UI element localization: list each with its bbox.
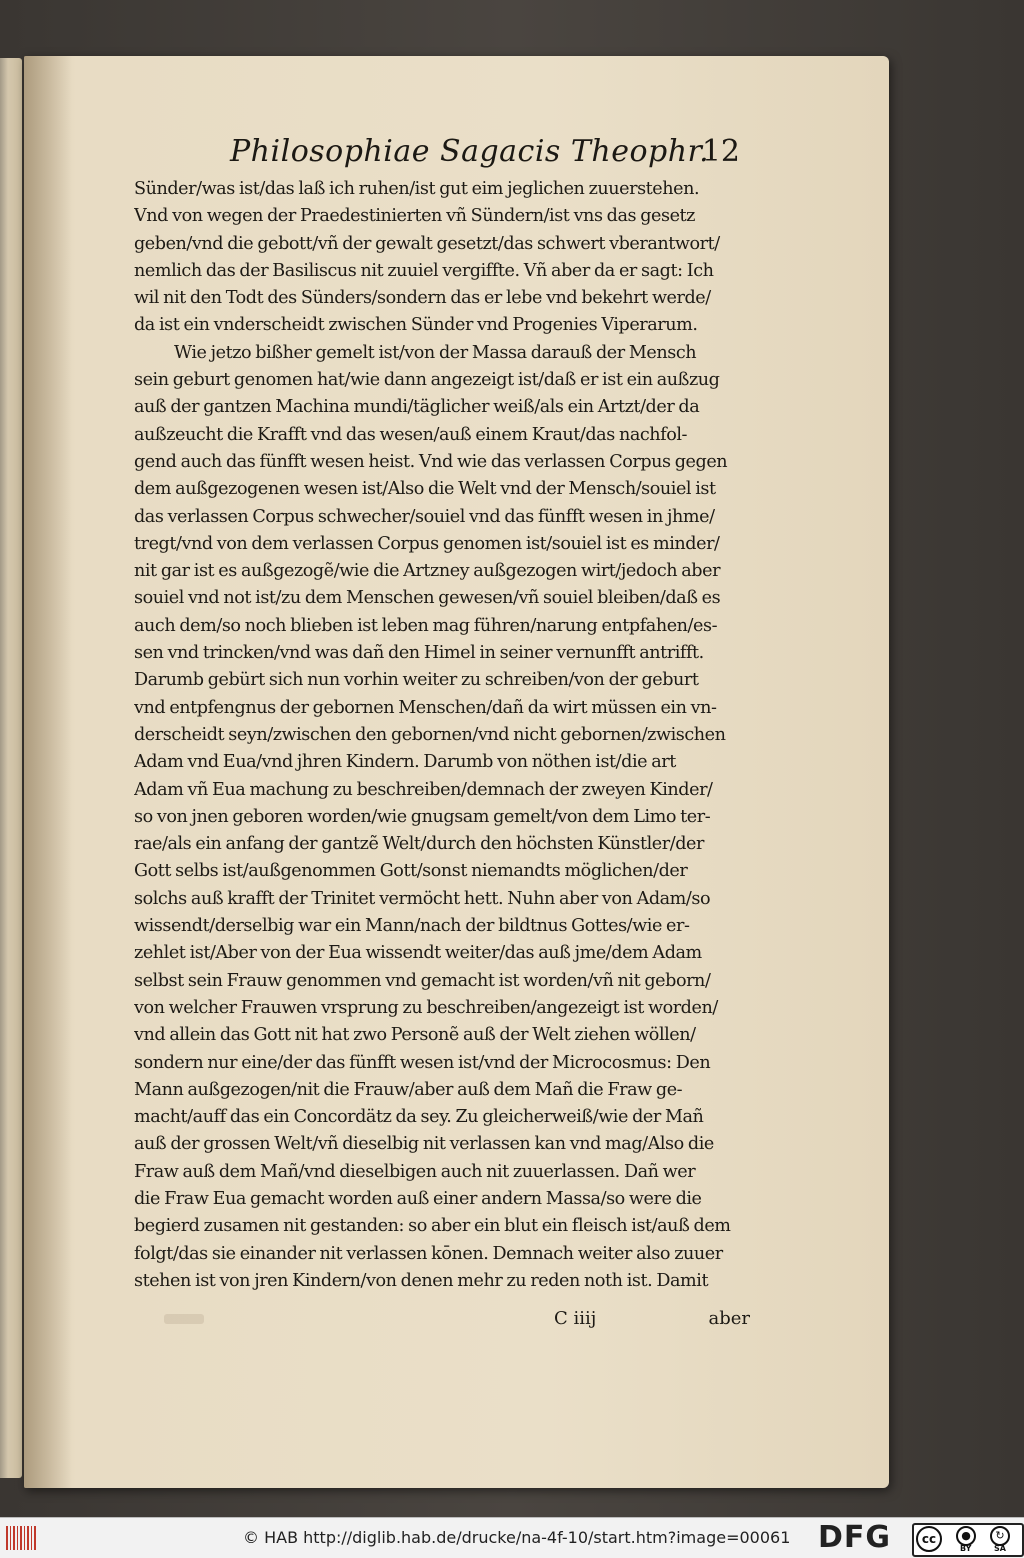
text-line: tregt/vnd von dem verlassen Corpus genomen ist/souiel ist es minder/	[134, 533, 720, 554]
page-header	[230, 134, 750, 180]
text-line: stehen ist von jren Kindern/von denen mehr zu reden noth ist. Damit	[134, 1270, 709, 1291]
text-line: Wie jetzo bißher gemelt ist/von der Massa darauß der Mensch	[174, 342, 697, 363]
by-person-icon: ●	[956, 1526, 976, 1546]
text-line: begierd zusamen nit gestanden: so aber ein blut ein fleisch ist/auß dem	[134, 1216, 731, 1237]
text-line: von welcher Frauwen vrsprung zu beschreiben/angezeigt ist worden/	[134, 997, 718, 1018]
text-line: Adam vnd Eua/vnd jhren Kindern. Darumb von nöthen ist/die art	[134, 752, 676, 773]
text-line: außzeucht die Krafft vnd das wesen/auß einem Kraut/das nachfol-	[134, 424, 688, 445]
text-line: macht/auff das ein Concordätz da sey. Zu gleicherweiß/wie der Mañ	[134, 1107, 704, 1128]
text-line: vnd allein das Gott nit hat zwo Personẽ auß der Welt ziehen wöllen/	[134, 1025, 696, 1046]
text-line: Darumb gebürt sich nun vorhin weiter zu schreiben/von der geburt	[134, 670, 699, 691]
text-line: die Fraw Eua gemacht worden auß einer andern Massa/so were die	[134, 1188, 702, 1209]
offset-ghost-mark	[164, 1314, 204, 1324]
page-gutter	[24, 56, 72, 1488]
text-line: auß der gantzen Machina mundi/täglicher weiß/als ein Artzt/der da	[134, 397, 700, 418]
text-line: selbst sein Frauw genommen vnd gemacht ist worden/vñ nit geborn/	[134, 970, 711, 991]
text-line: nemlich das der Basiliscus nit zuuiel vergiffte. Vñ aber da er sagt: Ich	[134, 260, 714, 281]
sa-label: SA	[994, 1544, 1006, 1553]
text-line: da ist ein vnderscheidt zwischen Sünder vnd Progenies Viperarum.	[134, 315, 698, 336]
catchword: aber	[708, 1308, 750, 1329]
text-line: souiel vnd not ist/zu dem Menschen gewesen/vñ souiel bleiben/daß es	[134, 588, 721, 609]
text-line: das verlassen Corpus schwecher/souiel vnd das fünfft wesen in jhme/	[134, 506, 715, 527]
dfg-logo[interactable]: DFG	[818, 1520, 892, 1555]
book-page	[24, 56, 889, 1488]
text-line: geben/vnd die gebott/vñ der gewalt gesetzt/das schwert vberantwort/	[134, 233, 720, 254]
text-line: vnd entpfengnus der gebornen Menschen/dañ da wirt müssen ein vn-	[134, 697, 717, 718]
cc-license-badge[interactable]	[912, 1523, 1024, 1557]
share-alike-icon: ↻	[990, 1526, 1010, 1546]
text-line: solchs auß krafft der Trinitet vermöcht hett. Nuhn aber von Adam/so	[134, 888, 711, 909]
text-line: zehlet ist/Aber von der Eua wissendt weiter/das auß jme/dem Adam	[134, 943, 702, 964]
text-line: Fraw auß dem Mañ/vnd dieselbigen auch nit zuuerlassen. Dañ wer	[134, 1161, 696, 1182]
text-line: sen vnd trincken/vnd was dañ den Himel in seiner vernunfft antrifft.	[134, 643, 704, 664]
text-line: nit gar ist es außgezogẽ/wie die Artzney außgezogen wirt/jedoch aber	[134, 561, 721, 582]
copyright-link[interactable]: © HAB http://diglib.hab.de/drucke/na-4f-10/start.htm?image=00061	[243, 1528, 791, 1547]
viewer-footer	[0, 1517, 1024, 1558]
text-line: auß der grossen Welt/vñ dieselbig nit verlassen kan vnd mag/Also die	[134, 1134, 714, 1155]
page-number: 12	[701, 134, 740, 169]
text-line: auch dem/so noch blieben ist leben mag führen/narung entpfahen/es-	[134, 615, 718, 636]
cc-icon: cc	[916, 1526, 942, 1552]
signature-mark: C iiij	[554, 1308, 597, 1329]
by-label: BY	[960, 1544, 972, 1553]
text-line: dem außgezogenen wesen ist/Also die Welt vnd der Mensch/souiel ist	[134, 479, 716, 500]
text-line: so von jnen geboren worden/wie gnugsam gemelt/von dem Limo ter-	[134, 806, 711, 827]
body-text	[134, 176, 774, 1295]
hab-barcode-logo[interactable]	[6, 1526, 38, 1550]
text-line: sein geburt genomen hat/wie dann angezeigt ist/daß er ist ein außzug	[134, 370, 720, 391]
text-line: derscheidt seyn/zwischen den gebornen/vnd nicht gebornen/zwischen	[134, 724, 726, 745]
signature-row	[134, 1308, 774, 1336]
text-line: Adam vñ Eua machung zu beschreiben/demnach der zweyen Kinder/	[134, 779, 713, 800]
text-line: gend auch das fünfft wesen heist. Vnd wie das verlassen Corpus gegen	[134, 451, 728, 472]
text-line: Sünder/was ist/das laß ich ruhen/ist gut eim jeglichen zuuerstehen.	[134, 179, 700, 199]
text-line: sondern nur eine/der das fünfft wesen ist/vnd der Microcosmus: Den	[134, 1052, 711, 1073]
running-title: Philosophiae Sagacis Theophr.	[230, 134, 710, 169]
text-line: wil nit den Todt des Sünders/sondern das er lebe vnd bekehrt werde/	[134, 288, 711, 309]
text-line: wissendt/derselbig war ein Mann/nach der bildtnus Gottes/wie er-	[134, 916, 690, 937]
text-line: Gott selbs ist/außgenommen Gott/sonst niemandts möglichen/der	[134, 861, 688, 882]
text-line: folgt/das sie einander nit verlassen kōnen. Demnach weiter also zuuer	[134, 1243, 723, 1264]
text-line: rae/als ein anfang der gantzẽ Welt/durch den höchsten Künstler/der	[134, 834, 704, 855]
previous-page-shadow	[0, 58, 8, 1478]
text-line: Vnd von wegen der Praedestinierten vñ Sündern/ist vns das gesetz	[134, 206, 695, 227]
text-line: Mann außgezogen/nit die Frauw/aber auß dem Mañ die Fraw ge-	[134, 1079, 683, 1100]
